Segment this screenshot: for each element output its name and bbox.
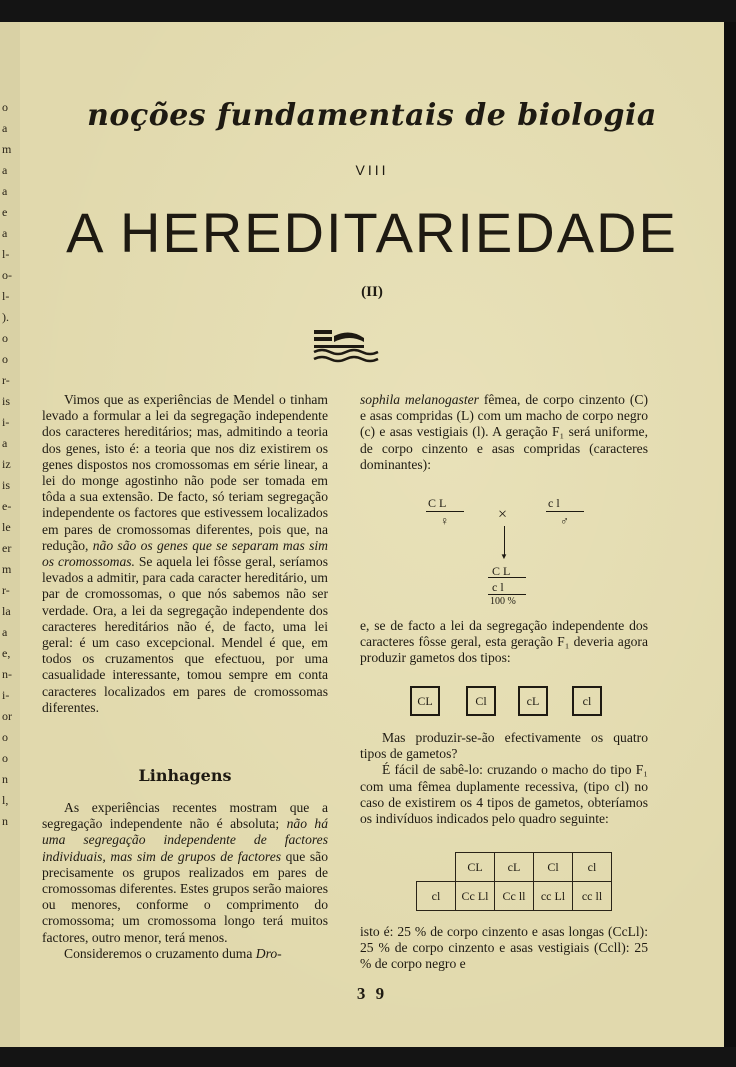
edge-letter: o	[2, 751, 8, 765]
divider	[488, 594, 526, 595]
table-row	[417, 853, 612, 882]
table-cell: Cc ll	[495, 882, 534, 911]
text: Consideremos o cruzamento duma	[64, 945, 256, 961]
edge-letter: r-	[2, 373, 10, 387]
table-header-cell: Cl	[534, 853, 573, 882]
edge-letter: iz	[2, 457, 11, 471]
edge-letter: e	[2, 205, 8, 219]
edge-letter: a	[2, 121, 8, 135]
gamete-box: cl	[572, 686, 602, 716]
emphasis: sophila melanogaster	[360, 392, 479, 407]
punnett-table	[416, 852, 612, 911]
emphasis: não são os genes que se separam mas sim os cromossomas.	[42, 537, 328, 570]
f1-percent: 100 %	[490, 596, 516, 607]
part-number: (II)	[361, 284, 383, 300]
divider	[488, 577, 526, 578]
edge-letter: is	[2, 394, 11, 408]
f1-genotype-top: C L	[492, 564, 511, 578]
text: As experiências recentes mostram que a segregação independente não é absoluta;	[42, 800, 328, 832]
edge-letter: le	[2, 520, 11, 534]
edge-letter: o	[2, 331, 8, 345]
gamete-box: CL	[410, 686, 440, 716]
page-number: 3 9	[356, 984, 388, 1003]
edge-letter: i-	[2, 415, 10, 429]
edge-letter: n	[2, 772, 8, 786]
left-column-linhagens	[42, 800, 328, 962]
edge-letter: e-	[2, 499, 12, 513]
table-row-label: cl	[417, 882, 456, 911]
paragraph	[360, 392, 648, 473]
right-column-question	[360, 730, 648, 827]
left-column-intro	[42, 392, 328, 716]
volume-number: VIII	[355, 162, 389, 178]
table-row	[417, 882, 612, 911]
paragraph: isto é: 25 % de corpo cinzento e asas longas (CcLl): 25 % de corpo cinzento e asas vestigiais (Ccll): 25 % de corpo negro e	[360, 924, 648, 972]
paragraph: e, se de facto a lei da segregação independente dos caracteres fôsse geral, esta geração F₁ deveria agora produzir gametos dos tipos:	[360, 618, 648, 666]
edge-letter: l,	[2, 793, 9, 807]
paragraph: Mas produzir-se-ão efectivamente os quatro tipos de gametos?	[360, 730, 648, 762]
wave-ornament-icon	[312, 328, 382, 364]
text: Vimos que as experiências de Mendel o tinham levado a formular a lei da segregação independente dos caracteres hereditários; mas, admitindo a teoria dos genes, isto é: a teoria que nos diz existirem os genes dispostos nos cromossomas em série linear, a lei do monge agostinho não pode ser tomada em tôda a sua extensão. De facto, só teriam segregação independente os factores que estivessem localizados em pares de cromossomas diferentes, pois que, na redução,	[42, 392, 328, 553]
article-title: A HEREDITARIEDADE	[66, 201, 678, 264]
cross-diagram	[420, 492, 600, 612]
edge-letter: r-	[2, 583, 10, 597]
page-edge-shadow	[724, 22, 736, 1047]
cross-symbol-icon: ×	[498, 506, 508, 523]
edge-letter: a	[2, 184, 8, 198]
divider	[546, 511, 584, 512]
table-header-cell: cl	[573, 853, 612, 882]
male-symbol-icon: ♂	[560, 514, 569, 528]
text: fêmea, de corpo cinzento (C) e asas compridas (L) com um macho de corpo negro (c) e asas vestigiais (l). A geração F₁ será uniforme, de corpo cinzento e asas compridas (caracteres dominantes):	[360, 392, 648, 472]
edge-letter: o-	[2, 268, 12, 282]
edge-letter: a	[2, 625, 8, 639]
edge-letter: l-	[2, 289, 10, 303]
divider	[426, 511, 464, 512]
gamete-box: cL	[518, 686, 548, 716]
previous-page-edge	[0, 22, 20, 1047]
male-genotype: c l	[548, 496, 560, 510]
right-column-intro	[360, 392, 648, 473]
edge-letter: o	[2, 730, 8, 744]
edge-letter: i-	[2, 688, 10, 702]
edge-letter: or	[2, 709, 12, 723]
edge-letter: e,	[2, 646, 11, 660]
text: que são precisamente os grupos realizados em pares de cromossomas diferentes. Estes grupos serão maiores ou menores, conforme o comprimento do cromossoma; um cromossoma longo terá muitos factores, outro menor, terá menos.	[42, 848, 328, 945]
edge-letter: ).	[2, 310, 9, 324]
f1-genotype-bottom: c l	[492, 580, 504, 594]
edge-letter: a	[2, 226, 8, 240]
paragraph: É fácil de sabê-lo: cruzando o macho do tipo F₁ com uma fêmea duplamente recessiva, (tipo cl) no caso de existirem os 4 tipos de gametos, obteríamos os indivíduos indicados pelo quadro seguinte:	[360, 762, 648, 827]
section-heading: Linhagens	[138, 766, 232, 785]
edge-letter: m	[2, 562, 12, 576]
paragraph	[42, 800, 328, 946]
edge-letter: o	[2, 100, 8, 114]
arrow-down-icon: ▼	[500, 552, 508, 561]
text: Se aquela lei fôsse geral, seríamos levados a admitir, para cada caracter hereditário, um par de cromossomas, o que nós sabemos não ser verdade. Ora, a lei da segregação independente dos caracteres hereditários não é, de facto, uma lei geral: é um caso excepcional. Mendel é que, em todos os cruzamentos que efectuou, por uma casualidade interessante, tomou sempre em conta caracteres localizados em pares de cromossomas diferentes.	[42, 554, 328, 715]
female-genotype: C L	[428, 496, 447, 510]
paragraph	[42, 946, 328, 962]
paragraph	[42, 392, 328, 716]
female-symbol-icon: ♀	[440, 514, 449, 528]
table-cell: Cc Ll	[456, 882, 495, 911]
table-header-cell: CL	[456, 853, 495, 882]
edge-letter: is	[2, 478, 11, 492]
table-cell	[417, 853, 456, 882]
edge-letter: m	[2, 142, 12, 156]
edge-letter: n	[2, 814, 8, 828]
emphasis: não há uma segregação independente de factores individuais, mas sim de grupos de factores	[42, 816, 328, 864]
edge-letter: l-	[2, 247, 10, 261]
table-cell: cc ll	[573, 882, 612, 911]
table-header-cell: cL	[495, 853, 534, 882]
edge-letter: la	[2, 604, 11, 618]
right-column-results	[360, 924, 648, 973]
edge-letter: er	[2, 541, 12, 555]
edge-letter: n-	[2, 667, 12, 681]
edge-letter: a	[2, 163, 8, 177]
edge-letter: o	[2, 352, 8, 366]
edge-letter: a	[2, 436, 8, 450]
table-cell: cc Ll	[534, 882, 573, 911]
book-page	[20, 22, 724, 1047]
gamete-box: Cl	[466, 686, 496, 716]
series-title: noções fundamentais de biologia	[87, 98, 657, 133]
right-column-gametes-text	[360, 618, 648, 667]
emphasis: Dro-	[255, 945, 282, 961]
